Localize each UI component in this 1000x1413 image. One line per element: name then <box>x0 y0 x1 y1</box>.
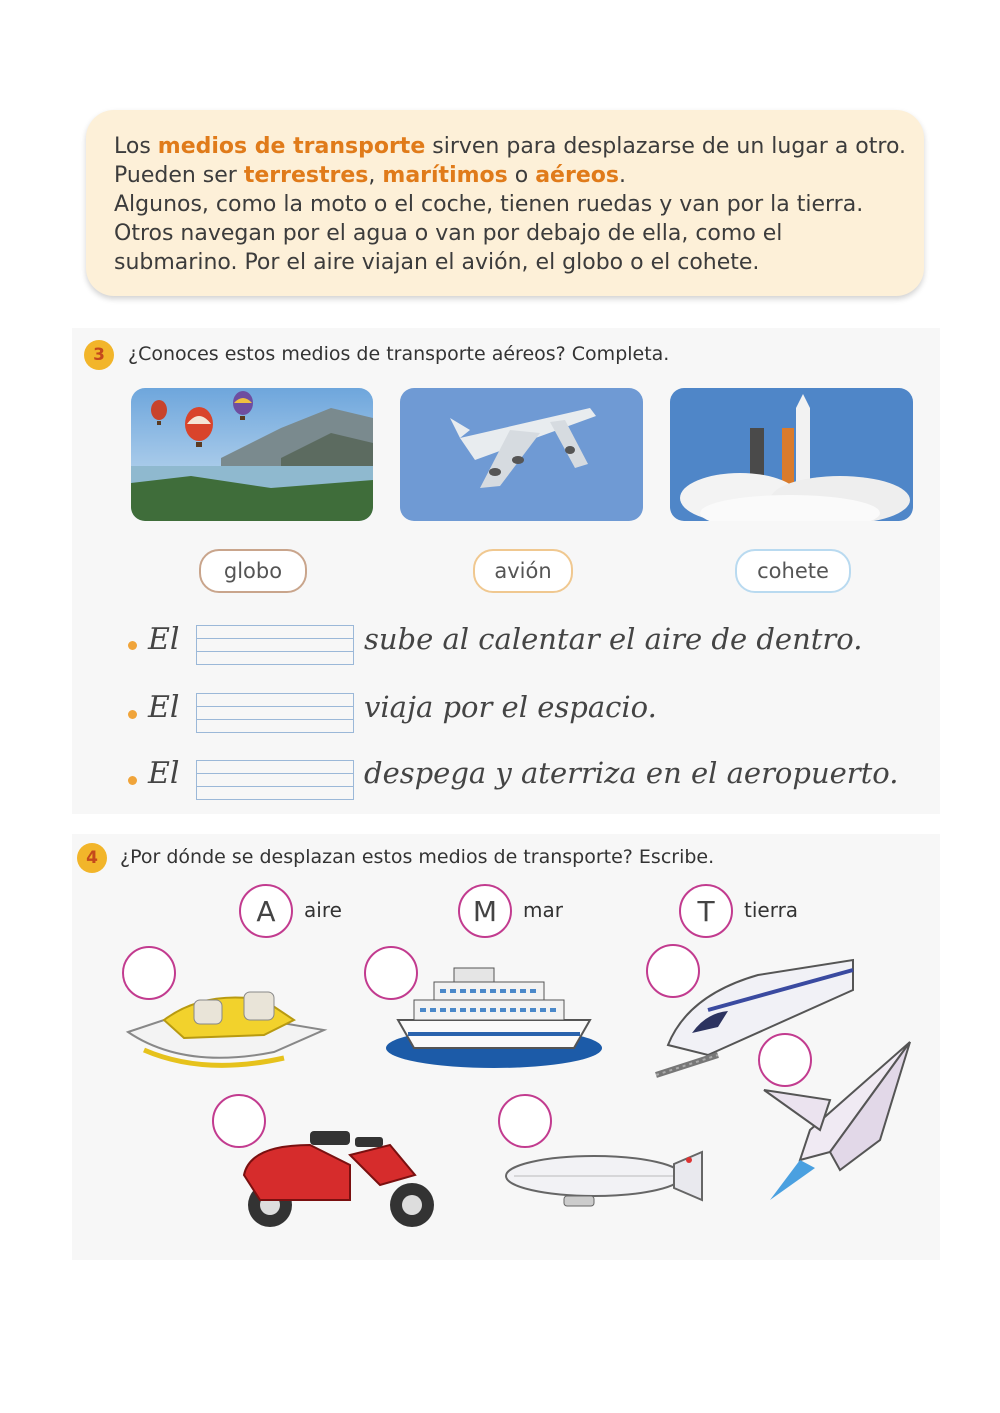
exercise-3-question: ¿Conoces estos medios de transporte aéreos? Completa. <box>128 343 670 365</box>
word-option-cohete: cohete <box>735 549 851 593</box>
info-box <box>86 110 924 296</box>
legend-word-aire: aire <box>304 898 342 922</box>
info-line-1 <box>114 134 906 159</box>
info-line-2 <box>114 163 626 188</box>
write-line-1[interactable] <box>196 625 354 665</box>
rocket-photo <box>670 388 913 521</box>
word-option-globo: globo <box>199 549 307 593</box>
info-line-5: submarino. Por el aire viajan el avión, el globo o el cohete. <box>114 250 760 275</box>
answer-circle-airship[interactable] <box>498 1094 552 1148</box>
sentence-text-3: despega y aterriza en el aeropuerto. <box>364 756 899 790</box>
exercise-number-badge: 4 <box>77 843 107 873</box>
legend-word-tierra: tierra <box>744 898 799 922</box>
sentence-text-1: sube al calentar el aire de dentro. <box>364 622 863 656</box>
word-option-avion: avión <box>473 549 573 593</box>
bullet-dot <box>128 776 137 785</box>
info-text: sirven para desplazarse de un lugar a otro. <box>425 134 907 159</box>
highlight-term: terrestres <box>243 163 369 188</box>
legend-letter-m: M <box>458 884 512 938</box>
pedal-boat-illustration <box>124 980 330 1076</box>
info-text: , <box>368 163 383 188</box>
balloons-photo <box>131 388 373 521</box>
bullet-dot <box>128 710 137 719</box>
space-shuttle-illustration <box>760 1040 918 1206</box>
exercise-4-question: ¿Por dónde se desplazan estos medios de transporte? Escribe. <box>120 846 715 868</box>
highlight-term: aéreos <box>535 163 619 188</box>
cruise-ship-illustration <box>384 960 604 1070</box>
write-line-3[interactable] <box>196 760 354 800</box>
highlight-term: marítimos <box>382 163 508 188</box>
sentence-article: El <box>148 690 180 725</box>
airship-illustration <box>504 1146 704 1214</box>
bullet-dot <box>128 641 137 650</box>
info-line-4: Otros navegan por el agua o van por debajo de ella, como el <box>114 221 783 246</box>
legend-word-mar: mar <box>523 898 563 922</box>
highlight-term: medios de transporte <box>157 134 426 159</box>
info-line-3: Algunos, como la moto o el coche, tienen ruedas y van por la tierra. <box>114 192 864 217</box>
info-text: . <box>618 163 626 188</box>
airplane-photo <box>400 388 643 521</box>
sentence-article: El <box>148 622 180 657</box>
legend-letter-t: T <box>679 884 733 938</box>
info-text: o <box>507 163 536 188</box>
motorcycle-sidecar-illustration <box>240 1115 440 1233</box>
write-line-2[interactable] <box>196 693 354 733</box>
sentence-text-2: viaja por el espacio. <box>364 690 657 724</box>
exercise-number-badge: 3 <box>84 340 114 370</box>
info-text: Los <box>114 134 158 159</box>
info-text: Pueden ser <box>114 163 244 188</box>
sentence-article: El <box>148 756 180 791</box>
legend-letter-a: A <box>239 884 293 938</box>
